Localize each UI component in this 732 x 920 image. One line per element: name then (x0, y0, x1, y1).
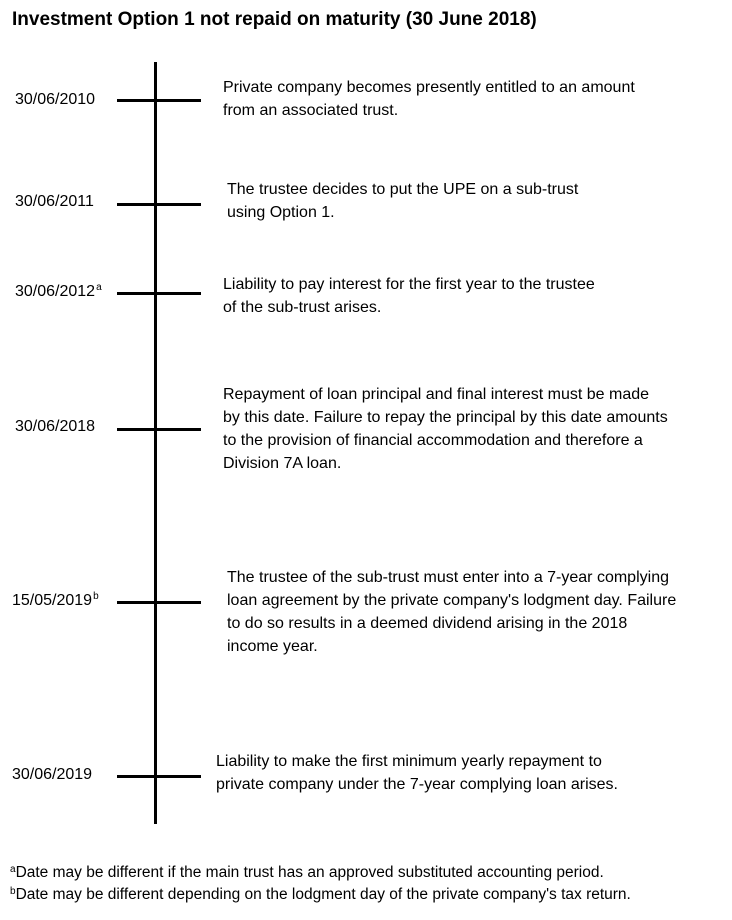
event-description: Private company becomes presently entitled to an amount from an associated trust. (223, 79, 635, 119)
event-date: 15/05/2019$^b$ (12, 591, 99, 609)
event-description: The trustee decides to put the UPE on a sub-trust using Option 1. (227, 181, 579, 221)
event-description: The trustee of the sub-trust must enter into a 7-year complying loan agreement by the private company's lodgment day. Failure to do so results in a deemed dividend arising in the 2018 income year. (227, 569, 677, 655)
event-description: Liability to pay interest for the first year to the trustee of the sub-trust arises. (223, 276, 595, 316)
event-description: Repayment of loan principal and final interest must be made by this date. Failure to repay the principal by this date amounts to the provision of financial accommodation and therefore a Division 7A loan. (223, 386, 668, 472)
event-date: 30/06/2011 (15, 193, 94, 210)
event-tick (117, 203, 201, 206)
event-date: 30/06/2019 (12, 766, 93, 783)
footnote-b: $^b$Date may be different depending on the lodgment day of the private company's tax return. (10, 886, 631, 903)
event-tick (117, 601, 201, 604)
event-tick (117, 775, 201, 778)
diagram-title: Investment Option 1 not repaid on maturity (30 June 2018) (12, 9, 537, 30)
event-tick (117, 428, 201, 431)
event-date: 30/06/2010 (15, 91, 96, 108)
event-description: Liability to make the first minimum yearly repayment to private company under the 7-year complying loan arises. (216, 753, 618, 793)
footnote-a: $^a$Date may be different if the main trust has an approved substituted accounting period. (10, 864, 604, 881)
timeline-axis (154, 62, 157, 824)
event-tick (117, 99, 201, 102)
footnotes (10, 862, 631, 906)
event-date: 30/06/2012$^a$ (15, 282, 102, 300)
event-date: 30/06/2018 (15, 418, 96, 435)
event-tick (117, 292, 201, 295)
